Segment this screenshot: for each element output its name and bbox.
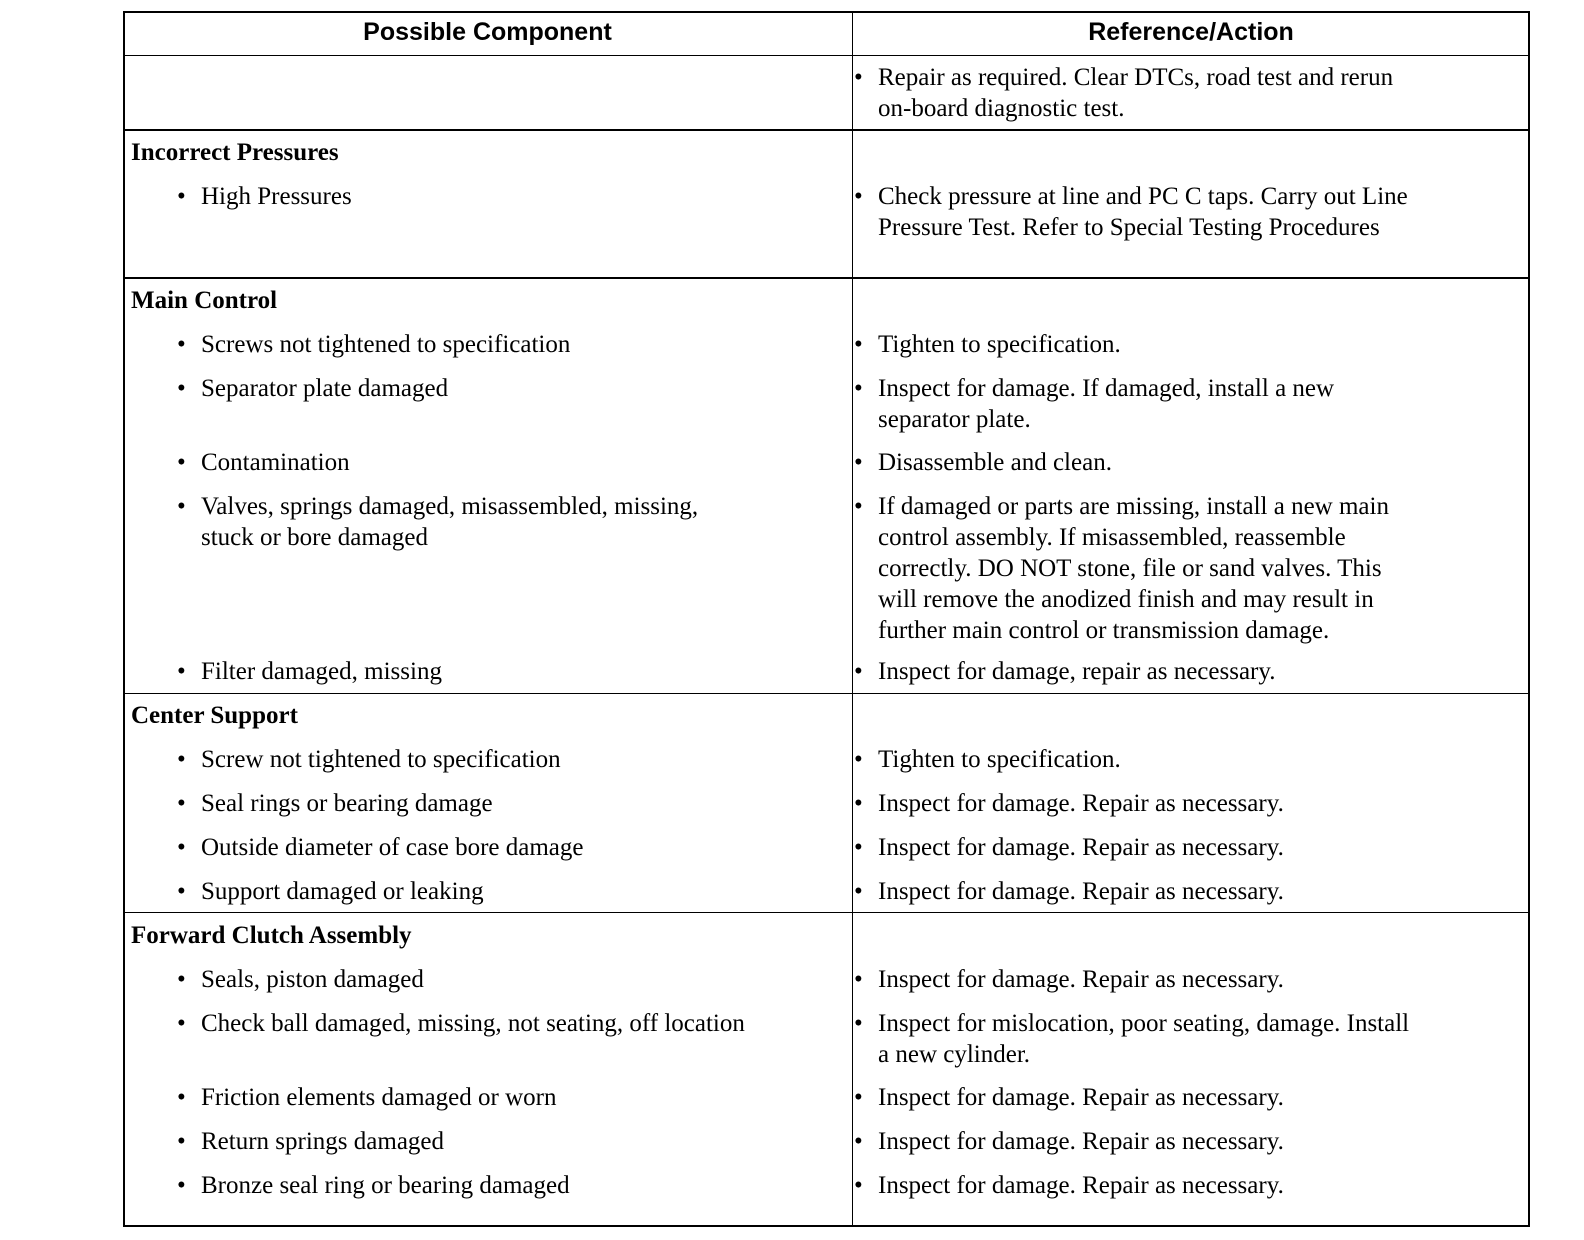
component-text: Seal rings or bearing damage	[201, 790, 493, 817]
bullet-icon: •	[177, 790, 186, 817]
row-divider	[123, 912, 1530, 913]
bullet-icon: •	[177, 834, 186, 861]
component-text: Screws not tightened to specification	[201, 331, 571, 358]
section-title: Forward Clutch Assembly	[131, 922, 412, 949]
bullet-icon: •	[854, 449, 863, 476]
action-text: a new cylinder.	[878, 1041, 1031, 1068]
bullet-icon: •	[177, 1010, 186, 1037]
bullet-icon: •	[854, 493, 863, 520]
bullet-icon: •	[177, 966, 186, 993]
component-text: Bronze seal ring or bearing damaged	[201, 1172, 570, 1199]
action-text: Inspect for damage. Repair as necessary.	[878, 1128, 1284, 1155]
component-text: Outside diameter of case bore damage	[201, 834, 584, 861]
component-text: High Pressures	[201, 183, 352, 210]
action-text: Inspect for damage. Repair as necessary.	[878, 834, 1284, 861]
header-reference-action: Reference/Action	[1088, 18, 1294, 46]
component-text: Seals, piston damaged	[201, 966, 424, 993]
bullet-icon: •	[177, 183, 186, 210]
header-possible-component: Possible Component	[363, 18, 612, 46]
action-text: Inspect for damage, repair as necessary.	[878, 658, 1276, 685]
bullet-icon: •	[177, 449, 186, 476]
section-title: Main Control	[131, 287, 278, 314]
action-text: Inspect for damage. Repair as necessary.	[878, 878, 1284, 905]
component-text: Support damaged or leaking	[201, 878, 484, 905]
action-text: Inspect for mislocation, poor seating, damage. Install	[878, 1010, 1410, 1037]
bullet-icon: •	[854, 658, 863, 685]
action-text: Inspect for damage. Repair as necessary.	[878, 1084, 1284, 1111]
action-text: Repair as required. Clear DTCs, road test and rerun	[878, 64, 1394, 91]
header-divider	[123, 55, 1530, 56]
component-text: Separator plate damaged	[201, 375, 449, 402]
action-text: Inspect for damage. Repair as necessary.	[878, 790, 1284, 817]
action-text: Check pressure at line and PC C taps. Carry out Line	[878, 183, 1408, 210]
action-text: Tighten to specification.	[878, 331, 1121, 358]
action-text: on-board diagnostic test.	[878, 95, 1125, 122]
bullet-icon: •	[177, 1084, 186, 1111]
bullet-icon: •	[854, 375, 863, 402]
row-divider	[123, 693, 1530, 694]
action-text: Disassemble and clean.	[878, 449, 1112, 476]
action-text: Pressure Test. Refer to Special Testing Procedures	[878, 214, 1380, 241]
bullet-icon: •	[177, 746, 186, 773]
column-divider	[852, 11, 853, 1227]
section-title: Incorrect Pressures	[131, 139, 339, 166]
bullet-icon: •	[854, 1010, 863, 1037]
bullet-icon: •	[177, 1172, 186, 1199]
component-text: Valves, springs damaged, misassembled, missing,	[201, 493, 699, 520]
component-text: Filter damaged, missing	[201, 658, 442, 685]
bullet-icon: •	[854, 746, 863, 773]
action-text: will remove the anodized finish and may result in	[878, 586, 1374, 613]
component-text: Return springs damaged	[201, 1128, 445, 1155]
bullet-icon: •	[854, 966, 863, 993]
row-divider	[123, 129, 1530, 131]
row-divider	[123, 277, 1530, 279]
bullet-icon: •	[854, 1084, 863, 1111]
bullet-icon: •	[177, 658, 186, 685]
bullet-icon: •	[854, 834, 863, 861]
action-text: control assembly. If misassembled, reassemble	[878, 524, 1346, 551]
action-text: Inspect for damage. If damaged, install a new	[878, 375, 1335, 402]
action-text: separator plate.	[878, 406, 1031, 433]
bullet-icon: •	[177, 493, 186, 520]
bullet-icon: •	[854, 790, 863, 817]
component-text: Screw not tightened to specification	[201, 746, 561, 773]
action-text: further main control or transmission damage.	[878, 617, 1330, 644]
action-text: If damaged or parts are missing, install a new main	[878, 493, 1389, 520]
action-text: correctly. DO NOT stone, file or sand valves. This	[878, 555, 1382, 582]
action-text: Inspect for damage. Repair as necessary.	[878, 966, 1284, 993]
bullet-icon: •	[854, 878, 863, 905]
bullet-icon: •	[854, 64, 863, 91]
bullet-icon: •	[854, 1128, 863, 1155]
bullet-icon: •	[177, 331, 186, 358]
bullet-icon: •	[854, 183, 863, 210]
bullet-icon: •	[177, 375, 186, 402]
action-text: Tighten to specification.	[878, 746, 1121, 773]
bullet-icon: •	[854, 1172, 863, 1199]
component-text: Friction elements damaged or worn	[201, 1084, 557, 1111]
component-text: stuck or bore damaged	[201, 524, 429, 551]
component-text: Check ball damaged, missing, not seating, off location	[201, 1010, 745, 1037]
bullet-icon: •	[177, 878, 186, 905]
section-title: Center Support	[131, 702, 298, 729]
action-text: Inspect for damage. Repair as necessary.	[878, 1172, 1284, 1199]
component-text: Contamination	[201, 449, 350, 476]
bullet-icon: •	[177, 1128, 186, 1155]
bullet-icon: •	[854, 331, 863, 358]
